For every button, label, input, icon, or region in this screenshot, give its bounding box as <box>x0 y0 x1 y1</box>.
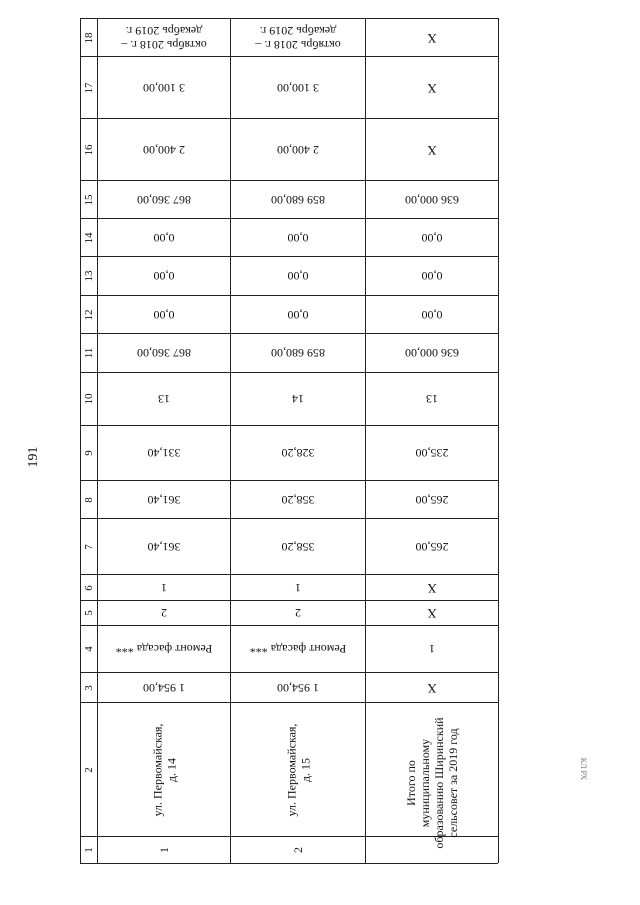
row-3-col-9-text: 235,00 <box>415 446 449 460</box>
row-3-col-3 <box>366 673 498 702</box>
row-2-col-12-text: 0,00 <box>287 307 309 322</box>
row-3-col-15 <box>366 181 498 218</box>
row-2-col-5 <box>231 601 365 625</box>
row-2-col-17-text: 3 100,00 <box>277 80 319 95</box>
row-3-col-6 <box>366 575 498 600</box>
row-2-col-9 <box>231 426 365 480</box>
column-number-4 <box>81 626 97 672</box>
row-1-col-15 <box>98 181 230 218</box>
row-1-col-5-text: 2 <box>161 606 167 620</box>
row-2-col-18-text: октябрь 2018 г. – декабрь 2019 г. <box>255 23 341 52</box>
row-2-col-9-text: 328,20 <box>281 446 315 460</box>
row-1-col-3-text: 1 954,00 <box>143 680 185 695</box>
column-number-9-text: 9 <box>83 450 95 456</box>
row-2-col-3 <box>231 673 365 702</box>
row-2-col-2-text: ул. Первомайская, д. 15 <box>284 723 312 816</box>
column-number-2 <box>81 703 97 836</box>
column-number-13-text: 13 <box>83 270 95 282</box>
column-number-6 <box>81 575 97 600</box>
row-1-col-2-text: ул. Первомайская, д. 14 <box>150 723 178 816</box>
row-3-col-2-text: Итого по муниципальному образованию Ширинский сельсовет за 2019 год <box>404 717 460 849</box>
row-3-col-12-text: 0,00 <box>421 307 443 322</box>
column-number-6-text: 6 <box>83 584 95 591</box>
row-1-col-7-text: 361,40 <box>147 539 181 554</box>
column-number-10 <box>81 373 97 425</box>
row-3-col-17 <box>366 57 498 118</box>
column-number-18 <box>81 19 97 56</box>
column-number-7-text: 7 <box>83 543 95 550</box>
row-1-col-15-text: 867 360,00 <box>137 192 191 207</box>
row-2-col-8 <box>231 481 365 518</box>
row-3-col-16 <box>366 119 498 180</box>
row-2-col-7 <box>231 519 365 574</box>
column-number-1 <box>81 837 97 863</box>
row-3-col-4 <box>366 626 498 672</box>
row-3-col-6-text: Х <box>427 580 437 596</box>
row-1-col-2 <box>98 703 230 836</box>
row-1-col-1 <box>98 837 230 863</box>
row-1-col-12-text: 0,00 <box>153 307 175 322</box>
row-1-col-7 <box>98 519 230 574</box>
column-number-9 <box>81 426 97 480</box>
column-number-5-text: 5 <box>83 610 95 616</box>
row-2-col-15 <box>231 181 365 218</box>
row-3-col-18-text: Х <box>427 30 437 46</box>
row-2-col-12 <box>231 296 365 333</box>
column-number-11-text: 11 <box>83 347 95 359</box>
row-1-col-6 <box>98 575 230 600</box>
row-2-col-11-text: 859 680,00 <box>271 346 325 360</box>
page-number: 191 <box>26 446 41 468</box>
column-number-8-text: 8 <box>83 496 95 503</box>
row-3-col-3-text: Х <box>427 680 437 696</box>
column-number-12-text: 12 <box>83 309 95 320</box>
row-3-col-10 <box>366 373 498 425</box>
row-2-col-14-text: 0,00 <box>287 230 309 245</box>
row-1-col-9-text: 331,40 <box>147 446 181 460</box>
row-3-col-18 <box>366 19 498 56</box>
row-3-col-5 <box>366 601 498 625</box>
row-1-col-3 <box>98 673 230 702</box>
column-number-16-text: 16 <box>83 144 95 155</box>
row-2-col-7-text: 358,20 <box>281 539 315 554</box>
row-3-col-15-text: 636 000,00 <box>405 192 459 207</box>
row-1-col-12 <box>98 296 230 333</box>
row-2-col-18 <box>231 19 365 56</box>
row-2-col-10 <box>231 373 365 425</box>
row-3-col-8 <box>366 481 498 518</box>
column-number-1-text: 1 <box>83 847 95 853</box>
row-3-col-11-text: 636 000,00 <box>405 346 459 360</box>
row-2-col-10-text: 14 <box>292 392 304 406</box>
table-vline <box>498 18 499 863</box>
row-3-col-7 <box>366 519 498 574</box>
row-3-col-9 <box>366 426 498 480</box>
row-2-col-11 <box>231 334 365 372</box>
row-2-col-6-text: 1 <box>295 580 301 595</box>
row-1-col-11-text: 867 360,00 <box>137 346 191 360</box>
row-2-col-3-text: 1 954,00 <box>277 680 319 695</box>
column-number-17-text: 17 <box>83 82 95 93</box>
row-3-col-12 <box>366 296 498 333</box>
column-number-2-text: 2 <box>83 766 95 773</box>
row-1-col-4 <box>98 626 230 672</box>
row-1-col-10-text: 13 <box>158 392 170 406</box>
row-2-col-17 <box>231 57 365 118</box>
row-1-col-13 <box>98 257 230 295</box>
row-3-col-14-text: 0,00 <box>421 230 443 245</box>
row-2-col-16 <box>231 119 365 180</box>
row-1-col-8-text: 361,40 <box>147 492 181 507</box>
row-1-col-10 <box>98 373 230 425</box>
footer-mark: КЛ РХ <box>579 757 588 781</box>
row-1-col-18 <box>98 19 230 56</box>
column-number-11 <box>81 334 97 372</box>
row-1-col-8 <box>98 481 230 518</box>
rotated-data-table <box>80 18 498 863</box>
row-3-col-17-text: Х <box>427 80 437 96</box>
column-number-10-text: 10 <box>83 393 95 405</box>
row-3-col-11 <box>366 334 498 372</box>
row-2-col-5-text: 2 <box>295 606 301 620</box>
row-2-col-16-text: 2 400,00 <box>277 142 319 157</box>
column-number-7 <box>81 519 97 574</box>
row-1-col-16 <box>98 119 230 180</box>
row-3-col-13 <box>366 257 498 295</box>
row-1-col-4-text: Ремонт фасада *** <box>115 642 213 656</box>
row-1-col-9 <box>98 426 230 480</box>
row-2-col-15-text: 859 680,00 <box>271 192 325 207</box>
column-number-4-text: 4 <box>83 646 95 652</box>
row-3-col-16-text: Х <box>427 142 437 158</box>
column-number-16 <box>81 119 97 180</box>
column-number-3-text: 3 <box>83 684 95 691</box>
row-2-col-8-text: 358,20 <box>281 492 315 507</box>
row-2-col-1 <box>231 837 365 863</box>
row-1-col-5 <box>98 601 230 625</box>
row-1-col-13-text: 0,00 <box>153 269 175 283</box>
row-3-col-4-text: 1 <box>429 642 435 656</box>
row-2-col-4 <box>231 626 365 672</box>
row-2-col-14 <box>231 219 365 256</box>
row-2-col-13 <box>231 257 365 295</box>
row-3-col-14 <box>366 219 498 256</box>
column-number-12 <box>81 296 97 333</box>
row-2-col-13-text: 0,00 <box>287 269 309 283</box>
row-1-col-11 <box>98 334 230 372</box>
row-1-col-14-text: 0,00 <box>153 230 175 245</box>
row-2-col-2 <box>231 703 365 836</box>
row-3-col-13-text: 0,00 <box>421 269 443 283</box>
row-3-col-5-text: Х <box>427 606 437 621</box>
column-number-17 <box>81 57 97 118</box>
row-1-col-16-text: 2 400,00 <box>143 142 185 157</box>
row-3-col-7-text: 265,00 <box>415 539 449 554</box>
row-3-col-10-text: 13 <box>426 392 438 406</box>
row-2-col-4-text: Ремонт фасада *** <box>249 642 347 656</box>
row-2-col-6 <box>231 575 365 600</box>
column-number-15 <box>81 181 97 218</box>
row-1-col-14 <box>98 219 230 256</box>
row-1-col-18-text: октябрь 2018 г. – декабрь 2019 г. <box>121 23 207 52</box>
row-1-col-17-text: 3 100,00 <box>143 80 185 95</box>
row-3-col-8-text: 265,00 <box>415 492 449 507</box>
column-number-8 <box>81 481 97 518</box>
column-number-14 <box>81 219 97 256</box>
row-3-col-2 <box>366 703 498 863</box>
column-number-5 <box>81 601 97 625</box>
row-1-col-6-text: 1 <box>161 580 167 595</box>
row-2-col-1-text: 2 <box>291 847 305 853</box>
column-number-14-text: 14 <box>83 232 95 243</box>
column-number-13 <box>81 257 97 295</box>
table-hline <box>80 863 498 864</box>
column-number-15-text: 15 <box>83 194 95 205</box>
column-number-18-text: 18 <box>83 32 95 43</box>
column-number-3 <box>81 673 97 702</box>
row-1-col-1-text: 1 <box>157 847 171 853</box>
row-1-col-17 <box>98 57 230 118</box>
